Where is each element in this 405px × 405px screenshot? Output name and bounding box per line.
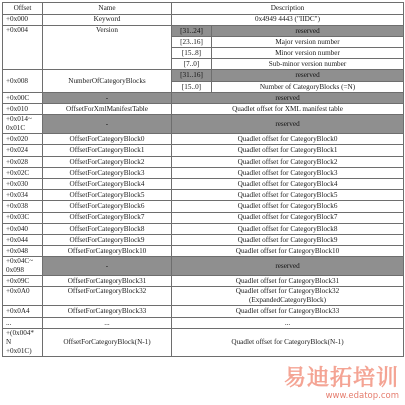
- offset-cell: +0x0A0: [3, 287, 43, 306]
- offset-line: +(0x004*: [6, 328, 35, 337]
- description-line: Quadlet offset for CategoryBlock32: [235, 287, 340, 296]
- offset-cell: +0x030: [3, 178, 43, 189]
- name-cell: OffsetForCategoryBlock7: [43, 212, 172, 223]
- bitfield-cell: [31..24]: [172, 25, 212, 36]
- table-row: [3, 178, 404, 189]
- table-row-ellipsis: [3, 317, 404, 328]
- name-cell: -: [43, 257, 172, 276]
- name-cell: Version: [43, 25, 172, 70]
- description-cell: Quadlet offset for CategoryBlock2: [172, 156, 404, 167]
- offset-cell: +0x09C: [3, 276, 43, 287]
- name-cell: OffsetForCategoryBlock9: [43, 234, 172, 245]
- description-cell: reserved: [212, 70, 404, 81]
- description-cell: Sub-minor version number: [212, 59, 404, 70]
- table-row: [3, 234, 404, 245]
- description-cell: reserved: [172, 115, 404, 134]
- category-block-rows: [3, 134, 404, 257]
- offset-cell: +0x004: [3, 25, 43, 70]
- table-row: [3, 306, 404, 317]
- table-row: [3, 287, 404, 306]
- header-name: Name: [43, 3, 172, 15]
- description-cell: reserved: [212, 25, 404, 36]
- name-cell: OffsetForCategoryBlock(N-1): [43, 328, 172, 356]
- description-cell: Quadlet offset for CategoryBlock1: [172, 145, 404, 156]
- table-row-reserved: [3, 92, 404, 103]
- bitfield-cell: [15..8]: [172, 48, 212, 59]
- description-cell: Number of CategoryBlocks (=N): [212, 81, 404, 92]
- name-cell: -: [43, 115, 172, 134]
- offset-line: +0x04C~: [6, 257, 34, 266]
- description-cell: [172, 287, 404, 306]
- offset-cell: +0x000: [3, 14, 43, 25]
- offset-line: +0x014~: [6, 115, 32, 124]
- bitfield-cell: [23..16]: [172, 36, 212, 47]
- table-row: [3, 167, 404, 178]
- bitfield-cell: [31..16]: [172, 70, 212, 81]
- offset-cell: +0x038: [3, 201, 43, 212]
- offset-cell: [3, 115, 43, 134]
- description-cell: Quadlet offset for CategoryBlock6: [172, 201, 404, 212]
- description-cell: Quadlet offset for XML manifest table: [172, 104, 404, 115]
- offset-cell: +0x044: [3, 234, 43, 245]
- offset-cell: +0x040: [3, 223, 43, 234]
- table-row-reserved-range: [3, 257, 404, 276]
- offset-cell: +0x020: [3, 134, 43, 145]
- description-cell: Quadlet offset for CategoryBlock0: [172, 134, 404, 145]
- name-cell: ...: [43, 317, 172, 328]
- description-cell: Minor version number: [212, 48, 404, 59]
- offset-cell: [3, 257, 43, 276]
- table-row-reserved-range: [3, 115, 404, 134]
- offset-cell: +0x02C: [3, 167, 43, 178]
- table-row: [3, 246, 404, 257]
- name-cell: OffsetForXmlManifestTable: [43, 104, 172, 115]
- description-cell: Quadlet offset for CategoryBlock33: [172, 306, 404, 317]
- watermark: [284, 368, 399, 401]
- watermark-url: www.edatop.com: [325, 391, 399, 401]
- header-offset: Offset: [3, 3, 43, 15]
- offset-cell: +0x0A4: [3, 306, 43, 317]
- description-cell: Quadlet offset for CategoryBlock31: [172, 276, 404, 287]
- offset-line: 0x098: [6, 266, 24, 275]
- name-cell: OffsetForCategoryBlock6: [43, 201, 172, 212]
- table-row-keyword: [3, 14, 404, 25]
- name-cell: OffsetForCategoryBlock2: [43, 156, 172, 167]
- table-row: [3, 145, 404, 156]
- watermark-text: 易迪拓培训: [283, 366, 399, 391]
- table-row-last-block: [3, 328, 404, 356]
- offset-cell: +0x00C: [3, 92, 43, 103]
- description-cell: Quadlet offset for CategoryBlock3: [172, 167, 404, 178]
- offset-cell: ...: [3, 317, 43, 328]
- name-cell: OffsetForCategoryBlock8: [43, 223, 172, 234]
- offset-cell: +0x008: [3, 70, 43, 92]
- table-row: [3, 190, 404, 201]
- bitfield-cell: [7..0]: [172, 59, 212, 70]
- offset-line: +0x01C): [6, 346, 32, 355]
- description-cell: reserved: [172, 92, 404, 103]
- description-cell: Quadlet offset for CategoryBlock10: [172, 246, 404, 257]
- name-cell: OffsetForCategoryBlock4: [43, 178, 172, 189]
- name-cell: OffsetForCategoryBlock10: [43, 246, 172, 257]
- description-cell: 0x4949 4443 ("IIDC"): [172, 14, 404, 25]
- table-row: [3, 223, 404, 234]
- offset-line: 0x01C: [6, 124, 26, 133]
- name-cell: OffsetForCategoryBlock31: [43, 276, 172, 287]
- offset-cell: +0x028: [3, 156, 43, 167]
- table-row-numcategoryblocks: [3, 70, 404, 81]
- table-row: [3, 276, 404, 287]
- name-cell: Keyword: [43, 14, 172, 25]
- description-cell: ...: [172, 317, 404, 328]
- offset-cell: +0x024: [3, 145, 43, 156]
- name-cell: -: [43, 92, 172, 103]
- name-cell: OffsetForCategoryBlock33: [43, 306, 172, 317]
- description-cell: Quadlet offset for CategoryBlock8: [172, 223, 404, 234]
- offset-line: N: [6, 337, 12, 346]
- description-cell: Major version number: [212, 36, 404, 47]
- description-cell: Quadlet offset for CategoryBlock(N-1): [172, 328, 404, 356]
- table-row: [3, 201, 404, 212]
- table-row-version: [3, 25, 404, 36]
- offset-cell: +0x048: [3, 246, 43, 257]
- description-cell: reserved: [172, 257, 404, 276]
- bitfield-cell: [15..0]: [172, 81, 212, 92]
- description-cell: Quadlet offset for CategoryBlock5: [172, 190, 404, 201]
- register-map-table: [2, 2, 404, 357]
- description-cell: Quadlet offset for CategoryBlock4: [172, 178, 404, 189]
- description-line: (ExpandedCategoryBlock): [248, 296, 327, 305]
- table-row: [3, 134, 404, 145]
- offset-cell: +0x034: [3, 190, 43, 201]
- name-cell: NumberOfCategoryBlocks: [43, 70, 172, 92]
- table-header-row: [3, 3, 404, 15]
- name-cell: OffsetForCategoryBlock32: [43, 287, 172, 306]
- description-cell: Quadlet offset for CategoryBlock9: [172, 234, 404, 245]
- table-row: [3, 212, 404, 223]
- name-cell: OffsetForCategoryBlock1: [43, 145, 172, 156]
- name-cell: OffsetForCategoryBlock3: [43, 167, 172, 178]
- offset-cell: [3, 328, 43, 356]
- header-description: Description: [172, 3, 404, 15]
- name-cell: OffsetForCategoryBlock5: [43, 190, 172, 201]
- name-cell: OffsetForCategoryBlock0: [43, 134, 172, 145]
- offset-cell: +0x03C: [3, 212, 43, 223]
- table-row: [3, 156, 404, 167]
- table-row-xml-manifest: [3, 104, 404, 115]
- offset-cell: +0x010: [3, 104, 43, 115]
- description-cell: Quadlet offset for CategoryBlock7: [172, 212, 404, 223]
